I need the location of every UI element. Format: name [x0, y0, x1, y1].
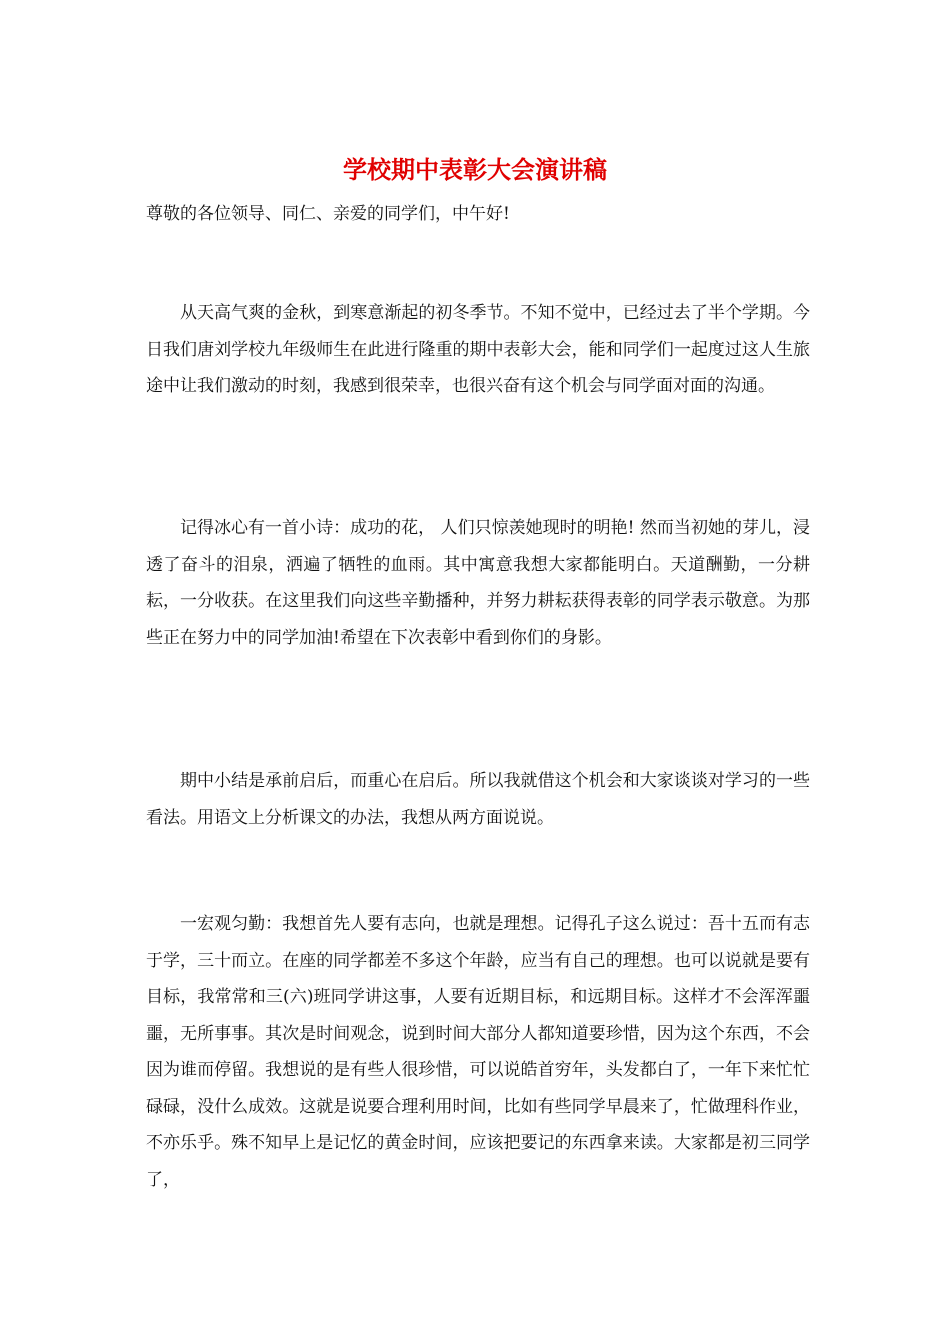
paragraph-2: 记得冰心有一首小诗：成功的花， 人们只惊羡她现时的明艳! 然而当初她的芽儿，浸透了奋斗的泪泉，洒遍了牺牲的血雨。其中寓意我想大家都能明白。天道酬勤，一分耕耘，一分收获。在这里我们向这些辛勤播种，并努力耕耘获得表彰的同学表示敬意。为那些正在努力中的同学加油!希望在下次表彰中看到你们的身影。 [146, 518, 810, 648]
greeting-line: 尊敬的各位领导、同仁、亲爱的同学们，中午好! [146, 204, 510, 224]
paragraph-1: 从天高气爽的金秋，到寒意渐起的初冬季节。不知不觉中，已经过去了半个学期。今日我们唐刘学校九年级师生在此进行隆重的期中表彰大会，能和同学们一起度过这人生旅途中让我们激动的时刻，我感到很荣幸，也很兴奋有这个机会与同学面对面的沟通。 [146, 303, 810, 396]
paragraph-4: 一宏观匀勤：我想首先人要有志向，也就是理想。记得孔子这么说过：吾十五而有志于学，三十而立。在座的同学都差不多这个年龄，应当有自己的理想。也可以说就是要有目标，我常常和三(六)班同学讲这事，人要有近期目标，和远期目标。这样才不会浑浑噩噩，无所事事。其次是时间观念，说到时间大部分人都知道要珍惜，因为这个东西，不会因为谁而停留。我想说的是有些人很珍惜，可以说皓首穷年，头发都白了，一年下来忙忙碌碌，没什么成效。这就是说要合理利用时间，比如有些同学早晨来了，忙做理科作业，不亦乐乎。殊不知早上是记忆的黄金时间，应该把要记的东西拿来读。大家都是初三同学了， [146, 914, 810, 1190]
document-title: 学校期中表彰大会演讲稿 [343, 155, 607, 184]
paragraph-3: 期中小结是承前启后，而重心在启后。所以我就借这个机会和大家谈谈对学习的一些看法。用语文上分析课文的办法，我想从两方面说说。 [146, 771, 810, 828]
